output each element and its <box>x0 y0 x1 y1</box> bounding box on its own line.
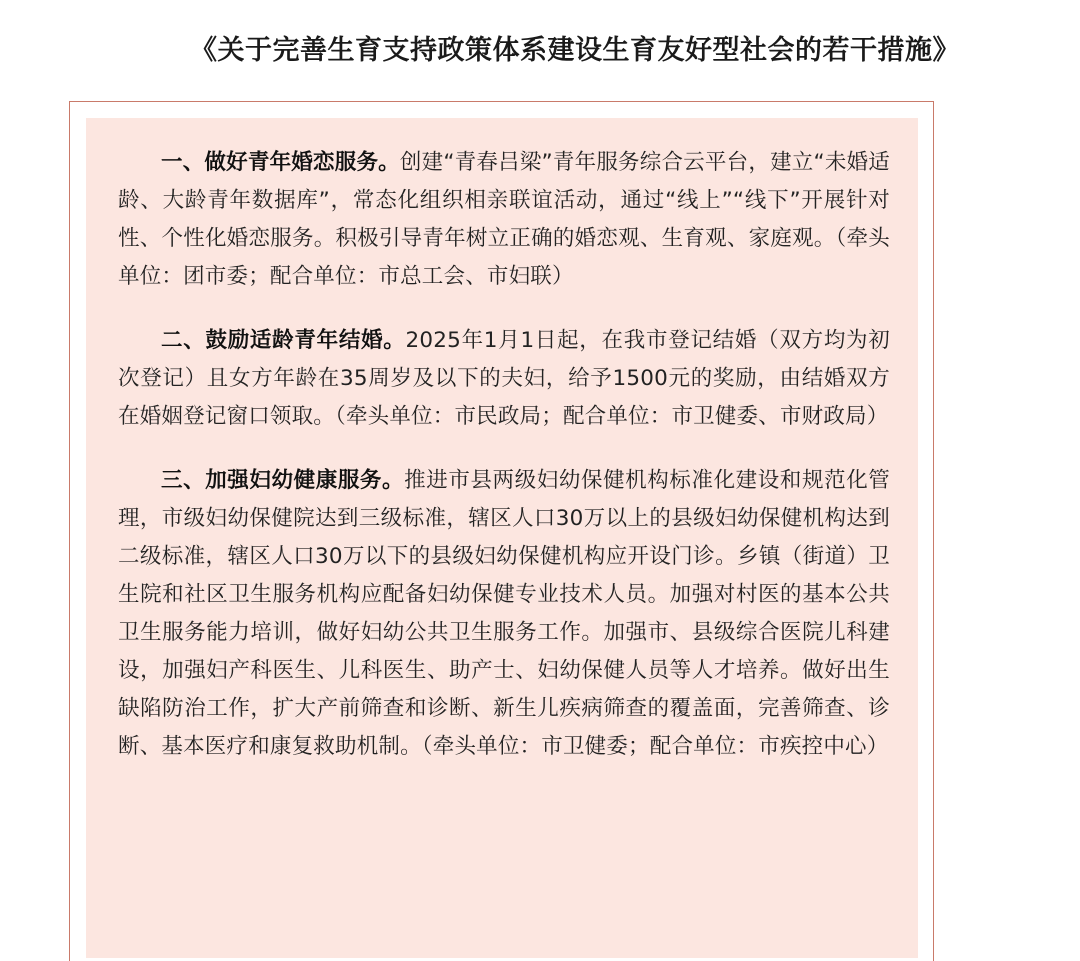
measure-heading-3: 三、加强妇幼健康服务。 <box>161 468 405 493</box>
measure-body-3: 推进市县两级妇幼保健机构标准化建设和规范化管理，市级妇幼保健院达到三级标准，辖区人口30万以上的县级妇幼保健机构达到二级标准，辖区人口30万以下的县级妇幼保健机构应开设门诊。乡镇（街道）卫生院和社区卫生服务机构应配备妇幼保健专业技术人员。加强对村医的基本公共卫生服务能力培训，做好妇幼公共卫生服务工作。加强市、县级综合医院儿科建设，加强妇产科医生、儿科医生、助产士、妇幼保健人员等人才培养。做好出生缺陷防治工作，扩大产前筛查和诊断、新生儿疾病筛查的覆盖面，完善筛查、诊断、基本医疗和康复救助机制。（牵头单位：市卫健委；配合单位：市疾控中心） <box>118 468 891 759</box>
measure-paragraph-3 <box>118 462 890 766</box>
measure-heading-2: 二、鼓励适龄青年结婚。 <box>161 328 406 353</box>
measure-body-1: 创建“青春吕梁”青年服务综合云平台，建立“未婚适龄、大龄青年数据库”，常态化组织相亲联谊活动，通过“线上”“线下”开展针对性、个性化婚恋服务。积极引导青年树立正确的婚恋观、生育观、家庭观。（牵头单位：团市委；配合单位：市总工会、市妇联） <box>118 150 890 289</box>
article-body <box>118 144 890 766</box>
measure-paragraph-2 <box>118 322 890 436</box>
measure-paragraph-1 <box>118 144 890 296</box>
measure-heading-1: 一、做好青年婚恋服务。 <box>161 150 400 175</box>
measure-body-2: 2025年1月1日起，在我市登记结婚（双方均为初次登记）且女方年龄在35周岁及以下的夫妇，给予1500元的奖励，由结婚双方在婚姻登记窗口领取。（牵头单位：市民政局；配合单位：市卫健委、市财政局） <box>118 328 890 429</box>
document-title: 《关于完善生育支持政策体系建设生育友好型社会的若干措施》 <box>190 35 960 66</box>
